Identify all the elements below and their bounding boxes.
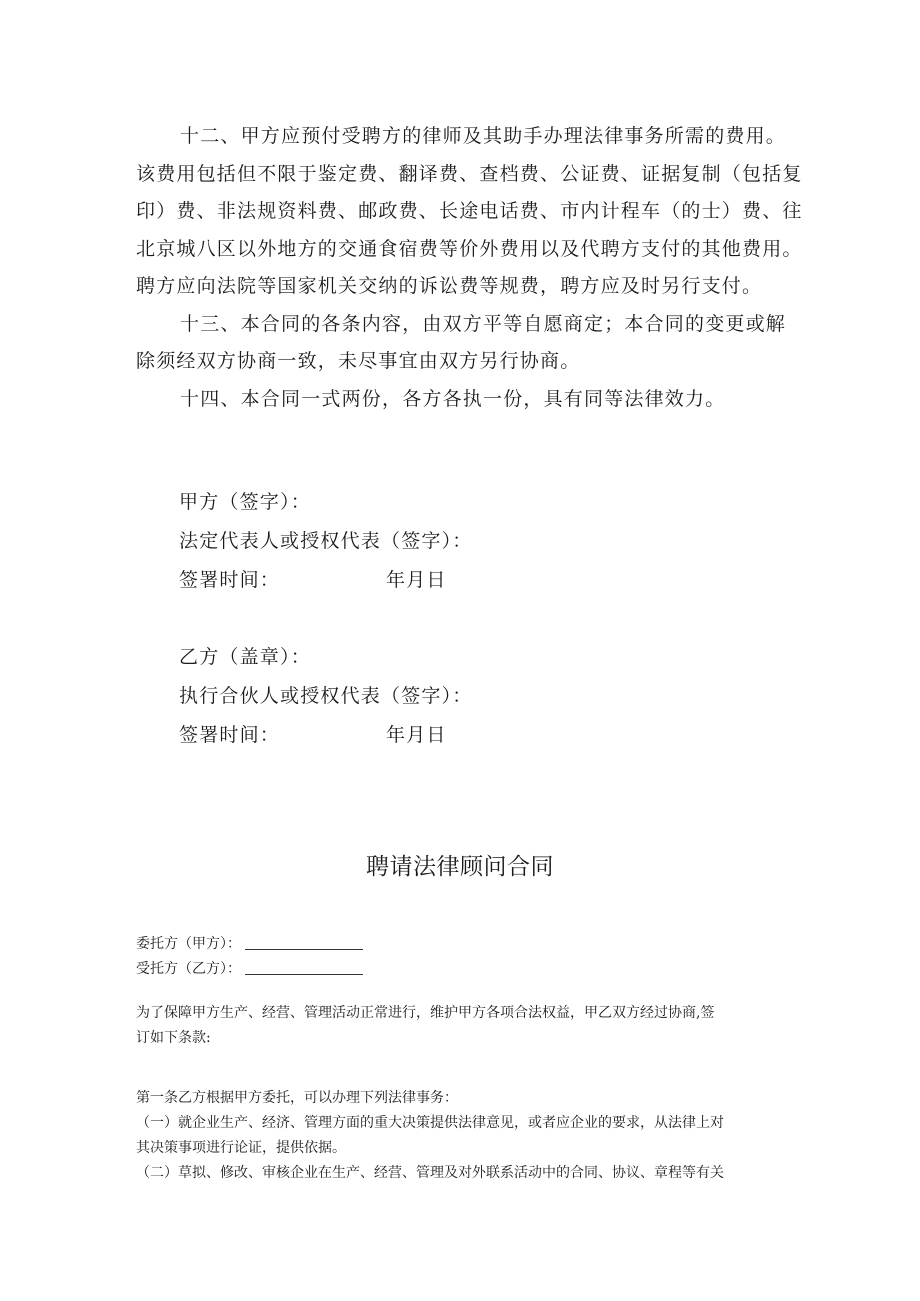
clause-12-line: 印）费、非法规资料费、邮政费、长途电话费、市内计程车（的士）费、往 xyxy=(136,200,803,222)
party-a-date xyxy=(179,561,473,600)
clause-13-line: 除须经双方协商一致，未尽事宜由双方另行协商。 xyxy=(136,350,581,372)
party-b-label: 乙方（盖章）： xyxy=(179,646,311,668)
client-line xyxy=(136,932,796,957)
party-b-signature-block xyxy=(179,638,473,755)
clause-12-line: 该费用包括但不限于鉴定费、翻译费、查档费、公证费、证据复制（包括复 xyxy=(136,162,803,185)
clause-12-line: 北京城八区以外地方的交通食宿费等价外费用以及代聘方支付的其他费用。 xyxy=(136,237,803,260)
parties-section xyxy=(136,932,796,982)
date-label: 签署时间： xyxy=(179,724,281,746)
clauses-section xyxy=(136,118,803,418)
preamble-section xyxy=(136,1001,796,1051)
client-blank xyxy=(245,935,363,950)
agent-label: 受托方（乙方）： xyxy=(136,961,241,977)
clause-13-line: 十三、本合同的各条内容，由双方平等自愿商定；本合同的变更或解 xyxy=(180,312,787,335)
clause-14-line: 十四、本合同一式两份，各方各执一份，具有同等法律效力。 xyxy=(180,387,726,410)
article-1-item-2: （二）草拟、修改、审核企业在生产、经营、管理及对外联系活动中的合同、协议、章程等有关 xyxy=(136,1165,724,1181)
party-b-representative: 执行合伙人或授权代表（签字）： xyxy=(179,685,473,707)
article-1-section xyxy=(136,1086,796,1186)
party-a-signature-block xyxy=(179,483,473,600)
preamble-line: 为了保障甲方生产、经营、管理活动正常进行，维护甲方各项合法权益，甲乙双方经过协商,签 xyxy=(136,1005,715,1021)
date-label: 签署时间： xyxy=(179,569,281,591)
party-a-label: 甲方（签字）： xyxy=(179,491,311,513)
date-value: 年月日 xyxy=(386,569,447,591)
article-1-heading: 第一条乙方根据甲方委托，可以办理下列法律事务： xyxy=(136,1090,458,1106)
article-1-item-1: （一）就企业生产、经济、管理方面的重大决策提供法律意见，或者应企业的要求，从法律上对 xyxy=(136,1115,724,1131)
clause-12-line: 聘方应向法院等国家机关交纳的诉讼费等规费，聘方应及时另行支付。 xyxy=(136,275,763,297)
client-label: 委托方（甲方）： xyxy=(136,936,241,952)
preamble-line: 订如下条款: xyxy=(136,1030,211,1046)
agent-line xyxy=(136,957,796,982)
date-value: 年月日 xyxy=(386,724,447,746)
agent-blank xyxy=(245,960,363,975)
contract-title: 聘请法律顾问合同 xyxy=(366,854,554,880)
party-a-representative: 法定代表人或授权代表（签字）： xyxy=(179,530,473,552)
party-b-date xyxy=(179,716,473,755)
article-1-item-1: 其决策事项进行论证，提供依据。 xyxy=(136,1140,346,1156)
clause-12-line: 十二、甲方应预付受聘方的律师及其助手办理法律事务所需的费用。 xyxy=(180,125,787,147)
